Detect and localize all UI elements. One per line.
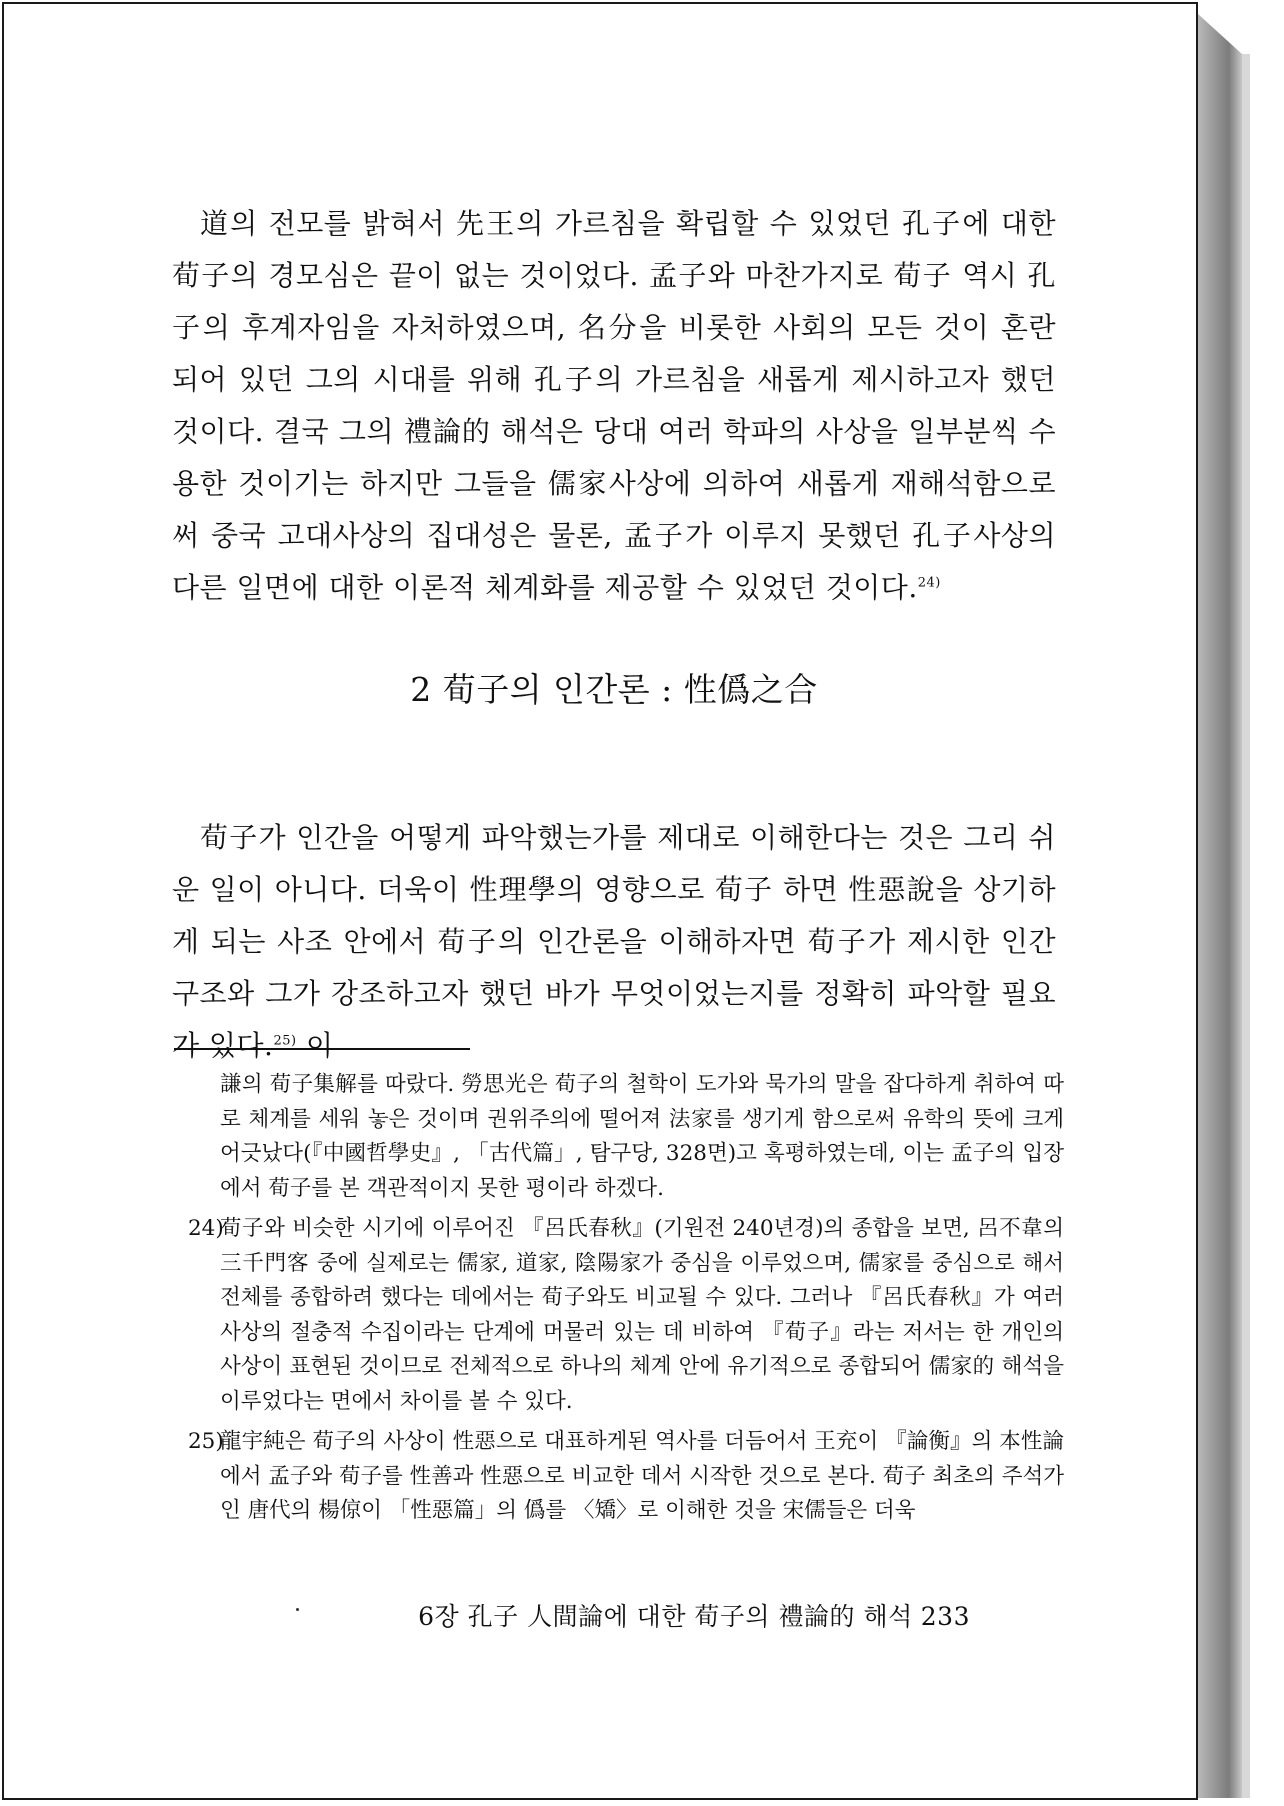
footnote-ref-24: 24): [917, 575, 941, 591]
page-edge: [1198, 14, 1242, 1798]
footnote-25: [174, 1425, 1064, 1529]
ink-speck: [296, 1608, 299, 1611]
page-edge-shadow: [1242, 54, 1250, 1798]
footnote-24-text: 荀子와 비슷한 시기에 이루어진 『呂氏春秋』(기원전 240년경)의 종합을 보면, 呂不韋의 三千門客 중에 실제로는 儒家, 道家, 陰陽家가 중심을 이루었으며, 儒家를 중심으로 해서 전체를 종합하려 했다는 데에서는 荀子와도 비교될 수 있다. 그러나 『呂氏春秋』가 여러 사상의 절충적 수집이라는 단계에 머물러 있는 데 비하여 『荀子』라는 저서는 한 개인의 사상이 표현된 것이므로 전체적으로 하나의 체계 안에 유기적으로 종합되어 儒家的 해석을 이루었다는 면에서 차이를 볼 수 있다.: [220, 1216, 1064, 1414]
footnote-divider: [174, 1048, 470, 1050]
footnote-24: [174, 1212, 1064, 1419]
footnote-25-number: 25): [188, 1429, 224, 1454]
footnote-continued: [174, 1068, 1064, 1206]
section-heading: 2 荀子의 인간론 : 性僞之合: [410, 670, 818, 709]
paragraph-2: [172, 812, 1056, 1072]
paragraph-2-text: 荀子가 인간을 어떻게 파악했는가를 제대로 이해한다는 것은 그리 쉬운 일이 아니다. 더욱이 性理學의 영향으로 荀子 하면 性惡說을 상기하게 되는 사조 안에서 荀子의 인간론을 이해하자면 荀子가 제시한 인간구조와 그가 강조하고자 했던 바가 무엇이었는지를 정확히 파악할 필요가 있다.: [172, 821, 1056, 1062]
footnote-25-text: 龍宇純은 荀子의 사상이 性惡으로 대표하게된 역사를 더듬어서 王充이 『論衡』의 本性論에서 孟子와 荀子를 性善과 性惡으로 비교한 데서 시작한 것으로 본다. 荀子 최초의 주석가인 唐代의 楊倞이 「性惡篇」의 僞를 〈矯〉로 이해한 것을 宋儒들은 더욱: [220, 1429, 1064, 1523]
running-footer: [410, 1600, 970, 1634]
footnote-continued-text: 謙의 荀子集解를 따랐다. 勞思光은 荀子의 철학이 도가와 묵가의 말을 잡다하게 취하여 따로 체계를 세워 놓은 것이며 권위주의에 떨어져 法家를 생기게 함으로써 유학의 뜻에 크게 어긋났다(『中國哲學史』, 「古代篇」, 탐구당, 328면)고 혹평하였는데, 이는 孟子의 입장에서 荀子를 본 객관적이지 못한 평이라 하겠다.: [220, 1072, 1064, 1201]
footer-chapter-title: 6장 孔子 人間論에 대한 荀子의 禮論的 해석: [418, 1602, 913, 1631]
paragraph-1-text: 道의 전모를 밝혀서 先王의 가르침을 확립할 수 있었던 孔子에 대한 荀子의 경모심은 끝이 없는 것이었다. 孟子와 마찬가지로 荀子 역시 孔子의 후계자임을 자처하였으며, 名分을 비롯한 사회의 모든 것이 혼란되어 있던 그의 시대를 위해 孔子의 가르침을 새롭게 제시하고자 했던 것이다. 결국 그의 禮論的 해석은 당대 여러 학파의 사상을 일부분씩 수용한 것이기는 하지만 그들을 儒家사상에 의하여 새롭게 재해석함으로써 중국 고대사상의 집대성은 물론, 孟子가 이루지 못했던 孔子사상의 다른 일면에 대한 이론적 체계화를 제공할 수 있었던 것이다.: [172, 207, 1056, 604]
page-number: 233: [920, 1602, 970, 1631]
footnote-ref-25: 25): [273, 1033, 297, 1049]
footnote-24-number: 24): [188, 1216, 224, 1241]
paragraph-2-tail: 이: [296, 1029, 334, 1062]
book-page: [2, 2, 1198, 1800]
paragraph-1: [172, 198, 1056, 614]
footnotes: [174, 1068, 1064, 1535]
